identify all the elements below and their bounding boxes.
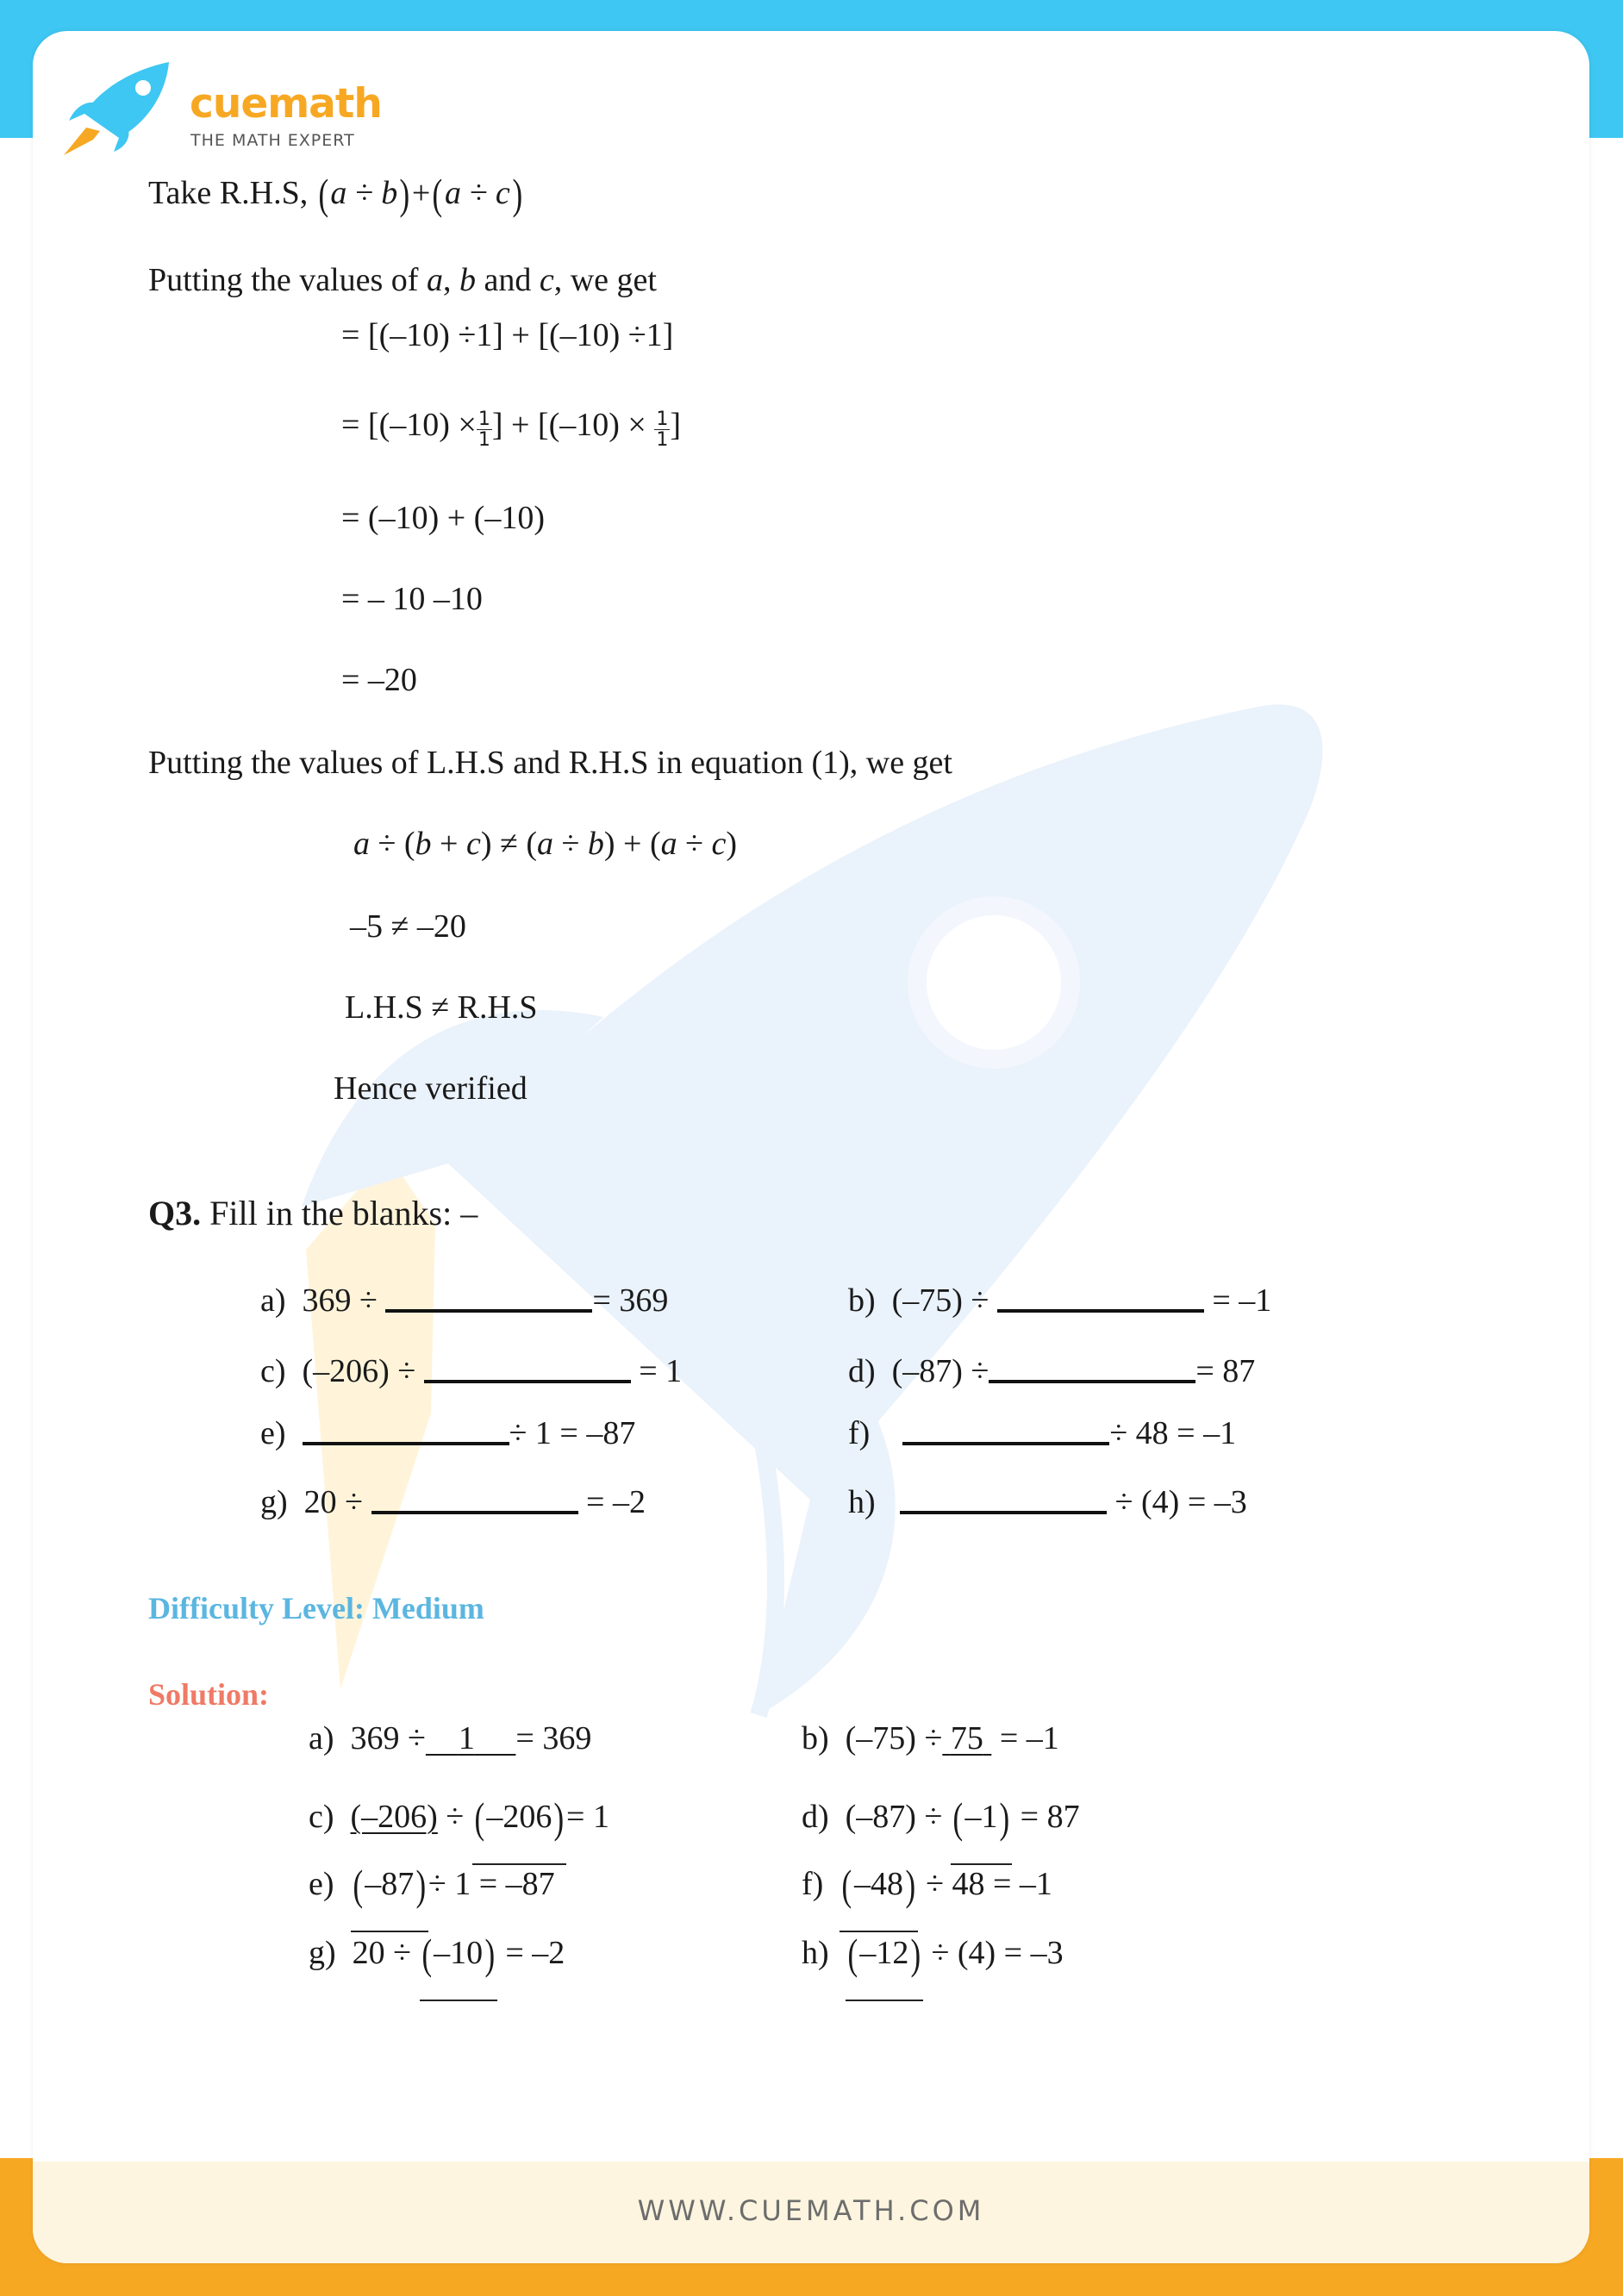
- sol-g-answer: (–10): [420, 1932, 497, 1979]
- q3-h-blank[interactable]: [900, 1487, 1107, 1514]
- q3-b-post: = –1: [1203, 1282, 1272, 1319]
- solution-g: [309, 1932, 565, 1979]
- solution-e: [309, 1863, 555, 1910]
- q3-item-h: [848, 1486, 1247, 1519]
- sol-d-label: d): [802, 1799, 829, 1835]
- q3-g-post: = –2: [577, 1484, 646, 1520]
- logo-tagline: THE MATH EXPERT: [190, 131, 355, 150]
- sol-c-pre: (–206): [350, 1799, 438, 1835]
- step2-post: ]: [670, 407, 681, 443]
- v1-a2: a: [537, 826, 553, 862]
- v1-c: c: [465, 826, 481, 862]
- sol-b-answer: [942, 1720, 991, 1756]
- v1-close: ): [726, 826, 737, 862]
- v1-plus: +: [431, 826, 466, 862]
- q3-a-label: a): [260, 1282, 286, 1319]
- fraction-1-den: 1: [478, 429, 490, 451]
- q3-item-e: [260, 1417, 635, 1450]
- q3-b-blank[interactable]: [997, 1285, 1204, 1313]
- sol-d-answer: (–1): [951, 1796, 1012, 1843]
- q3-d-pre: (–87) ÷: [891, 1353, 989, 1389]
- q3-g-blank[interactable]: [371, 1487, 578, 1514]
- rhs-step-2: [341, 409, 681, 450]
- sol-a-post: = 369: [515, 1720, 592, 1756]
- q3-item-b: [848, 1284, 1271, 1317]
- putting-b: b: [459, 262, 476, 298]
- sol-e-answer: (–87): [351, 1863, 428, 1910]
- q3-a-blank[interactable]: [385, 1285, 592, 1313]
- sol-b-post: = –1: [991, 1720, 1059, 1756]
- q3-c-post: = 1: [630, 1353, 683, 1389]
- q3-b-pre: (–75) ÷: [891, 1282, 997, 1319]
- rocket-watermark-icon: [33, 31, 1589, 2263]
- rhs-intro-plus: +: [411, 175, 431, 211]
- q3-e-label: e): [260, 1415, 286, 1451]
- sol-g-label: g): [309, 1935, 336, 1971]
- sol-g-pre: 20 ÷: [352, 1935, 420, 1971]
- verify-line-3: L.H.S ≠ R.H.S: [345, 989, 538, 1026]
- sol-g-answer-value: –10: [434, 1935, 484, 1971]
- q3-f-post: ÷ 48 = –1: [1109, 1415, 1237, 1451]
- q3-d-blank[interactable]: [989, 1356, 1195, 1383]
- sol-g-post: = –2: [496, 1935, 565, 1971]
- sol-d-pre: (–87) ÷: [845, 1799, 951, 1835]
- footer-url[interactable]: WWW.CUEMATH.COM: [637, 2194, 985, 2227]
- q3-f-blank[interactable]: [902, 1418, 1109, 1445]
- q3-item-f: [848, 1417, 1236, 1450]
- verify-line-2: –5 ≠ –20: [350, 908, 466, 945]
- solution-c: [309, 1796, 609, 1843]
- rhs-intro-expr-a: a ÷ b: [330, 175, 398, 211]
- q3-heading: [148, 1196, 478, 1231]
- v1-c2: c: [711, 826, 727, 862]
- q3-a-pre: 369 ÷: [302, 1282, 386, 1319]
- q3-e-blank[interactable]: [303, 1418, 509, 1445]
- sol-c-answer-value: –206: [486, 1799, 552, 1835]
- rhs-step-4: = – 10 –10: [341, 581, 483, 617]
- q3-h-post: ÷ (4) = –3: [1107, 1484, 1247, 1520]
- sol-c-post: = 1: [566, 1799, 609, 1835]
- putting-prefix: Putting the values of: [148, 262, 427, 298]
- logo-word-cue: cue: [190, 80, 268, 128]
- sol-a-answer-value: 1: [458, 1720, 475, 1756]
- rhs-step-1: = [(–10) ÷1] + [(–10) ÷1]: [341, 317, 674, 353]
- fraction-2-den: 1: [656, 429, 669, 451]
- sol-b-answer-value: 75: [950, 1720, 983, 1756]
- putting-suffix: , we get: [553, 262, 657, 298]
- q3-d-post: = 87: [1195, 1353, 1256, 1389]
- rocket-logo-icon: [59, 45, 188, 157]
- sol-f-label: f): [802, 1866, 824, 1902]
- putting-and: and: [475, 262, 540, 298]
- q3-d-label: d): [848, 1353, 876, 1389]
- putting-a: a: [426, 262, 443, 298]
- q3-c-pre: (–206) ÷: [302, 1353, 424, 1389]
- v1-mid3: ) + (: [603, 826, 661, 862]
- q3-c-label: c): [260, 1353, 286, 1389]
- sol-f-post: ÷ 48 = –1: [917, 1866, 1052, 1902]
- solution-a: [309, 1722, 591, 1755]
- q3-e-post: ÷ 1 = –87: [509, 1415, 636, 1451]
- rhs-step-5: = –20: [341, 662, 417, 698]
- rhs-intro: Take R.H.S, (a ÷ b)+(a ÷ c): [148, 170, 522, 218]
- rhs-step-3: = (–10) + (–10): [341, 500, 545, 536]
- fraction-1-num: 1: [478, 408, 490, 430]
- q3-item-g: [260, 1486, 646, 1519]
- step2-mid: ] + [(–10) ×: [491, 407, 655, 443]
- sol-f-answer: (–48): [840, 1863, 917, 1910]
- sol-h-answer-value: –12: [859, 1935, 909, 1971]
- v1-b2: b: [587, 826, 604, 862]
- solution-b: [802, 1722, 1059, 1755]
- v1-mid2: ) ≠ (: [480, 826, 537, 862]
- solution-f: [802, 1863, 1052, 1910]
- q3-b-label: b): [848, 1282, 876, 1319]
- q3-text: Fill in the blanks: –: [201, 1194, 478, 1232]
- rhs-intro-expr-b: a ÷ c: [444, 175, 510, 211]
- sol-e-post: ÷ 1 = –87: [428, 1866, 555, 1902]
- q3-g-label: g): [260, 1484, 288, 1520]
- v1-a: a: [353, 826, 370, 862]
- fraction-1: [477, 409, 492, 450]
- logo-word-math: math: [267, 80, 382, 128]
- verify-intro: Putting the values of L.H.S and R.H.S in equation (1), we get: [148, 745, 952, 781]
- putting-sep: ,: [442, 262, 459, 298]
- verify-line-4: Hence verified: [334, 1070, 527, 1107]
- sol-f-answer-value: –48: [853, 1866, 903, 1902]
- sol-e-answer-value: –87: [365, 1866, 415, 1902]
- rhs-intro-prefix: Take R.H.S,: [148, 175, 316, 211]
- sol-c-div: ÷: [437, 1799, 472, 1835]
- q3-g-pre: 20 ÷: [303, 1484, 371, 1520]
- sol-h-label: h): [802, 1935, 829, 1971]
- step2-pre: = [(–10) ×: [341, 407, 477, 443]
- v1-a3: a: [660, 826, 677, 862]
- page-card: [33, 31, 1589, 2263]
- sol-b-pre: (–75) ÷: [845, 1720, 943, 1756]
- q3-f-label: f): [848, 1415, 871, 1451]
- v1-div2: ÷: [677, 826, 712, 862]
- v1-b: b: [415, 826, 432, 862]
- sol-c-label: c): [309, 1799, 334, 1835]
- fraction-2-num: 1: [656, 408, 669, 430]
- q3-h-label: h): [848, 1484, 876, 1520]
- q3-a-post: = 369: [592, 1282, 669, 1319]
- q3-c-blank[interactable]: [424, 1356, 631, 1383]
- solution-d: [802, 1796, 1080, 1843]
- verify-line-1: [353, 827, 737, 860]
- q3-item-d: [848, 1355, 1255, 1388]
- q3-item-c: [260, 1355, 682, 1388]
- sol-a-pre: 369 ÷: [350, 1720, 426, 1756]
- difficulty-level: Difficulty Level: Medium: [148, 1591, 484, 1625]
- rhs-putting-values: [148, 264, 657, 296]
- sol-h-answer: (–12): [846, 1932, 923, 1979]
- v1-div: ÷: [553, 826, 588, 862]
- q3-label: Q3.: [148, 1194, 202, 1232]
- footer-band: [33, 2162, 1589, 2263]
- sol-h-post: ÷ (4) = –3: [922, 1935, 1064, 1971]
- putting-c: c: [539, 262, 554, 298]
- sol-a-label: a): [309, 1720, 334, 1756]
- sol-d-post: = 87: [1012, 1799, 1080, 1835]
- q3-item-a: [260, 1284, 668, 1317]
- sol-b-label: b): [802, 1720, 829, 1756]
- logo-wordmark: [190, 80, 382, 128]
- v1-mid1: ÷ (: [370, 826, 415, 862]
- sol-c-answer: (–206): [472, 1796, 566, 1843]
- solution-h: [802, 1932, 1064, 1979]
- sol-d-answer-value: –1: [964, 1799, 998, 1835]
- solution-label: Solution:: [148, 1677, 270, 1712]
- cuemath-logo: [59, 45, 403, 157]
- sol-e-label: e): [309, 1866, 334, 1902]
- sol-a-answer: [426, 1720, 516, 1756]
- fraction-2: [654, 409, 670, 450]
